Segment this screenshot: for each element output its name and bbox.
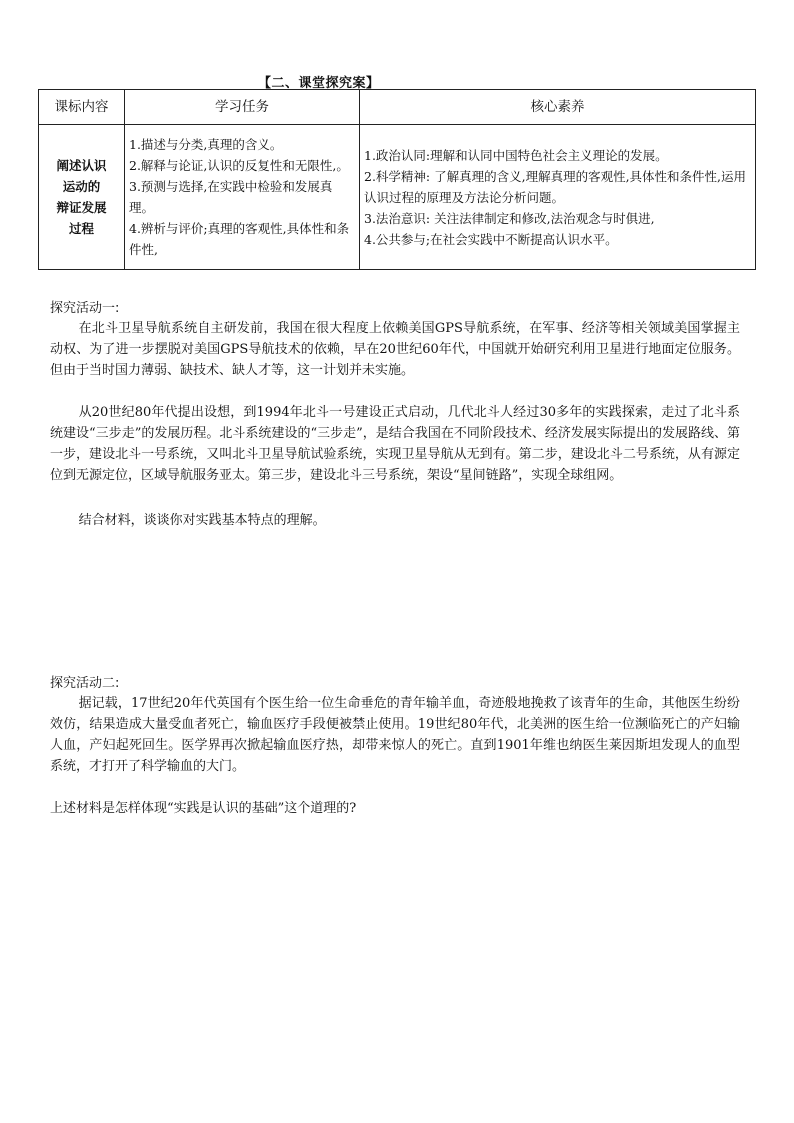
activity2-question: 上述材料是怎样体现“实践是认识的基础”这个道理的? <box>50 801 357 816</box>
table-header-row <box>39 90 756 125</box>
task-item: 3.预测与选择,在实践中检验和发展真理。 <box>129 179 333 215</box>
activity2-title: 探究活动二: <box>50 676 120 691</box>
activity1-title: 探究活动一: <box>50 301 120 316</box>
standard-line: 运动的 <box>62 179 101 194</box>
header-competencies: 核心素养 <box>360 90 756 125</box>
standard-cell <box>39 125 125 270</box>
competencies-cell <box>360 125 756 270</box>
task-item: 2.解释与论证,认识的反复性和无限性,。 <box>129 158 349 173</box>
activity1-paragraph-1: 在北斗卫星导航系统自主研发前，我国在很大程度上依赖美国GPS导航系统，在军事、经济等相关领域美国掌握主动权、为了进一步摆脱对美国GPS导航技术的依赖，早在20世纪60年代，中国就开始研究利用卫星进行地面定位服务。但由于当时国力薄弱、缺技术、缺人才等，这一计划并未实施。 <box>50 321 740 378</box>
standard-line: 过程 <box>68 221 94 236</box>
header-standard: 课标内容 <box>39 90 125 125</box>
competency-item: 1.政治认同:理解和认同中国特色社会主义理论的发展。 <box>364 147 668 163</box>
activity1-paragraph-2: 从20世纪80年代提出设想，到1994年北斗一号建设正式启动，几代北斗人经过30多年的实践探索，走过了北斗系统建设“三步走”的发展历程。北斗系统建设的“三步走”，是结合我国在不同阶段技术、经济发展实际提出的发展路线、第一步，建设北斗一号系统，又叫北斗卫星导航试验系统，实现卫星导航从无到有。第二步，建设北斗二号系统，从有源定位到无源定位，区域导航服务亚太。第三步，建设北斗三号系统，架设“星间链路”，实现全球组网。 <box>50 405 740 483</box>
tasks-cell <box>125 125 360 270</box>
standard-line: 辩证发展 <box>56 200 107 215</box>
task-item: 4.辨析与评价;真理的客观性,具体性和条件性, <box>129 221 350 257</box>
task-item: 1.描述与分类,真理的含义。 <box>129 137 283 152</box>
standard-line: 阐述认识 <box>56 158 107 173</box>
header-tasks: 学习任务 <box>125 90 360 125</box>
section-title: 【二、课堂探究案】 <box>258 76 380 91</box>
table-row <box>39 125 756 270</box>
competency-item: 2.科学精神: 了解真理的含义,理解真理的客观性,具体性和条件性,运用认识过程的原理及方法论分析问题。 <box>364 168 747 205</box>
competency-item: 3.法治意识: 关注法律制定和修改,法治观念与时俱进, <box>364 210 655 226</box>
competency-item: 4.公共参与;在社会实践中不断提高认识水平。 <box>364 231 618 247</box>
lesson-plan-table <box>38 89 756 270</box>
activity1-question: 结合材料，谈谈你对实践基本特点的理解。 <box>78 513 326 528</box>
activity2-paragraph-1: 据记载，17世纪20年代英国有个医生给一位生命垂危的青年输羊血，奇迹般地挽救了该青年的生命，其他医生纷纷效仿，结果造成大量受血者死亡，输血医疗手段便被禁止使用。19世纪80年代，北美洲的医生给一位濒临死亡的产妇输人血，产妇起死回生。医学界再次掀起输血医疗热，却带来惊人的死亡。直到1901年维也纳医生莱因斯坦发现人的血型系统，才打开了科学输血的大门。 <box>50 696 740 774</box>
